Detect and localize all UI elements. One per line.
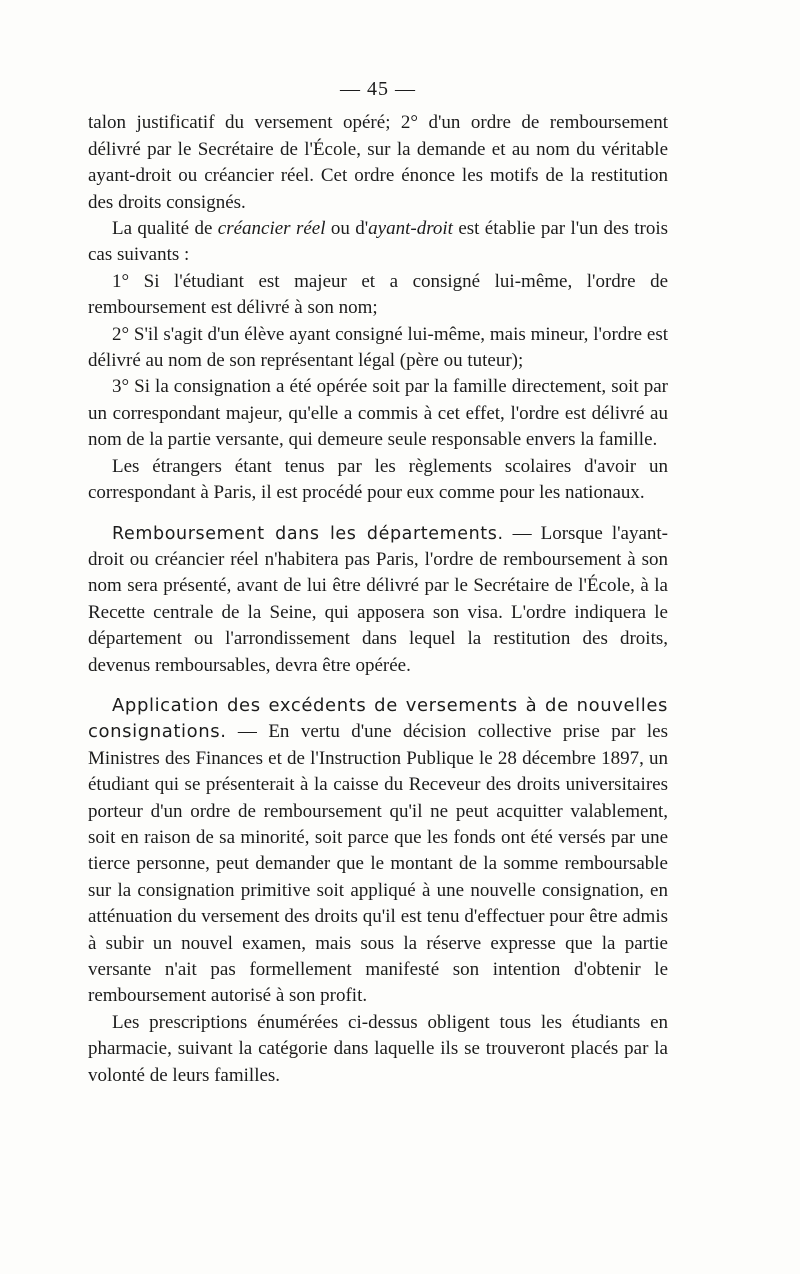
section-body: Lorsque l'ayant-droit ou créancier réel n'habitera pas Paris, l'ordre de remboursement à son nom sera présenté, avant de lui être délivré par le Secrétaire de l'École, à la Recette centrale de la Seine, qui apposera son visa. L'ordre indiquera le département ou l'arrondissement dans lequel la restitution des droits, devenus remboursables, devra être opérée. — [88, 522, 668, 676]
term-creancier-reel: créancier réel — [217, 218, 326, 240]
case-2-paragraph: 2° S'il s'agit d'un élève ayant consigné lui-même, mais mineur, l'ordre est délivré au nom de son représentant légal (père ou tuteur); — [88, 323, 668, 372]
em-dash: — — [226, 721, 269, 743]
paragraph-refund-order: talon justificatif du versement opéré; 2° d'un ordre de remboursement délivré par le Secrétaire de l'École, sur la demande et au nom du véritable ayant-droit ou créancier réel. Cet ordre énonce les motifs de la restitution des droits consignés. — [88, 112, 668, 213]
case-1-paragraph: 1° Si l'étudiant est majeur et a consigné lui-même, l'ordre de remboursement est délivré à son nom; — [88, 270, 668, 319]
text-segment: ou d' — [325, 218, 369, 240]
paragraph-foreigners: Les étrangers étant tenus par les règlements scolaires d'avoir un correspondant à Paris, il est procédé pour eux comme pour les nationaux. — [88, 455, 668, 504]
em-dash: — — [503, 522, 541, 544]
text-segment: est établie par l'un des trois cas suivants : — [88, 218, 668, 266]
document-page — [88, 76, 668, 1089]
paragraph-qualifying-cases — [88, 216, 668, 269]
case-3-paragraph: 3° Si la consignation a été opérée soit par la famille directement, soit par un correspondant majeur, qu'elle a commis à cet effet, l'ordre est délivré au nom de la partie versante, qui demeure seule responsable envers la famille. — [88, 376, 668, 451]
paragraph-closing: Les prescriptions énumérées ci-dessus obligent tous les étudiants en pharmacie, suivant la catégorie dans laquelle ils se trouveront placés par la volonté de leurs familles. — [88, 1011, 668, 1086]
section-heading: Application des excédents de versements à de nouvelles consignations. — [88, 694, 668, 743]
section-body: En vertu d'une décision collective prise par les Ministres des Finances et de l'Instruction Publique le 28 décembre 1897, un étudiant qui se présenterait à la caisse du Receveur des droits universitaires porteur d'un ordre de remboursement qu'il ne peut acquitter valablement, soit en raison de sa minorité, soit parce que les fonds ont été versés par une tierce personne, peut demander que le montant de la somme remboursable sur la consignation primitive soit appliqué à une nouvelle consignation, en atténuation du versement des droits qu'il est tenu d'effectuer pour être admis à subir un nouvel examen, mais sous la réserve expresse que la partie versante n'ait pas formellement manifesté son intention d'obtenir le remboursement autorisé à son profit. — [88, 721, 669, 1007]
section-application-excedents — [88, 693, 668, 1010]
page-number: — 45 — — [340, 78, 416, 100]
section-heading: Remboursement dans les départements. — [112, 523, 504, 544]
section-remboursement-departements — [88, 521, 668, 679]
term-ayant-droit: ayant-droit — [368, 218, 453, 240]
text-segment: La qualité de — [112, 218, 218, 240]
